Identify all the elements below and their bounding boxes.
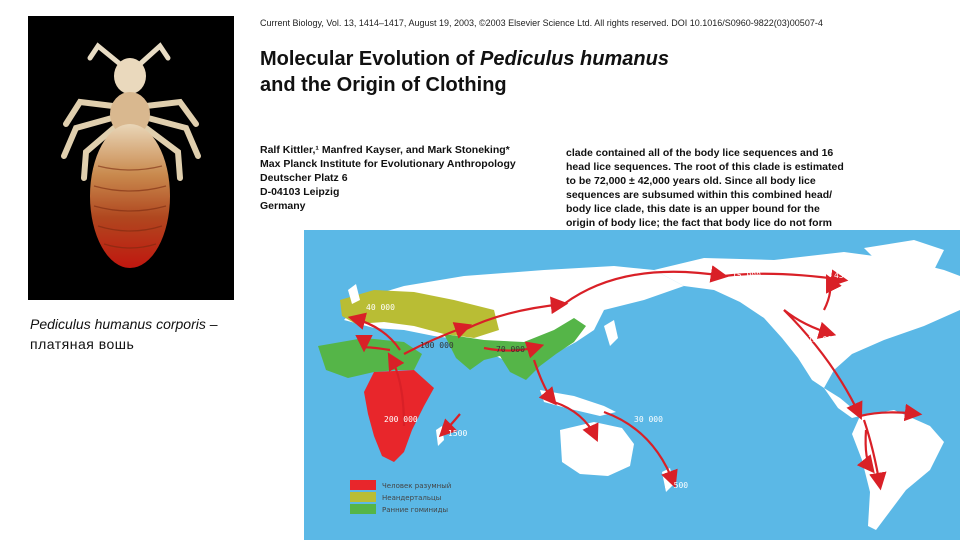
abstract-line: body lice clade, this date is an upper bound for the <box>566 203 820 215</box>
author-line: D-04103 Leipzig <box>260 186 340 198</box>
legend-label-homo-sapiens: Человек разумный <box>382 482 452 490</box>
label-l8: 200 000 <box>384 415 418 424</box>
author-line: Germany <box>260 200 306 212</box>
label-l4: 25 000 <box>492 295 521 304</box>
title-italic: Pediculus humanus <box>480 48 669 70</box>
abstract-line: sequences are subsumed within this combined head/ <box>566 189 833 201</box>
caption-latin: Pediculus humanus corporis <box>30 316 206 332</box>
paper-authors <box>260 143 560 213</box>
abstract-line: to be 72,000 ± 42,000 years old. Since all body lice <box>566 175 816 187</box>
legend-label-neanderthals: Неандертальцы <box>382 494 442 502</box>
label-l2: 4500 <box>834 271 854 280</box>
photo-caption <box>30 314 218 354</box>
paper-abstract <box>566 146 846 230</box>
paper-header: Current Biology, Vol. 13, 1414–1417, August 19, 2003, ©2003 Elsevier Science Ltd. All rights reserved. DOI 10.1016/S0960-9822(03)00507-4 <box>260 18 823 28</box>
legend-label-early-hominids: Ранние гоминиды <box>382 506 449 514</box>
title-part1: Molecular Evolution of <box>260 48 481 70</box>
label-l5: 100 000 <box>420 341 454 350</box>
abstract-line: origin of body lice; the fact that body lice do not form <box>566 217 833 229</box>
migration-map <box>304 230 960 540</box>
caption-dash: – <box>205 316 218 332</box>
label-l3: 40 000 <box>366 303 395 312</box>
abstract-line: head lice sequences. The root of this clade is estimated <box>566 161 844 173</box>
label-l12: 1 500 <box>664 481 689 490</box>
caption-russian: платяная вошь <box>30 336 135 352</box>
label-l7: 12 000 <box>808 335 837 344</box>
legend-swatch-neanderthals <box>350 492 376 502</box>
label-l9: 1500 <box>448 429 468 438</box>
label-l1: 15 000 <box>732 271 761 280</box>
author-line: Ralf Kittler,¹ Manfred Kayser, and Mark Stoneking* <box>260 144 510 156</box>
author-line: Max Planck Institute for Evolutionary Anthropology <box>260 158 516 170</box>
louse-photo <box>28 16 234 300</box>
legend-swatch-homo-sapiens <box>350 480 376 490</box>
title-part2: and the Origin of Clothing <box>260 74 507 96</box>
map-legend <box>350 480 451 514</box>
label-l10: 30 000 <box>634 415 663 424</box>
legend-swatch-early-hominids <box>350 504 376 514</box>
author-line: Deutscher Platz 6 <box>260 172 348 184</box>
abstract-line: clade contained all of the body lice sequences and 16 <box>566 147 834 159</box>
paper-excerpt <box>258 16 848 231</box>
paper-title <box>260 46 740 98</box>
label-l6: 70 000 <box>496 345 525 354</box>
label-l11: 50 000 <box>584 445 613 454</box>
